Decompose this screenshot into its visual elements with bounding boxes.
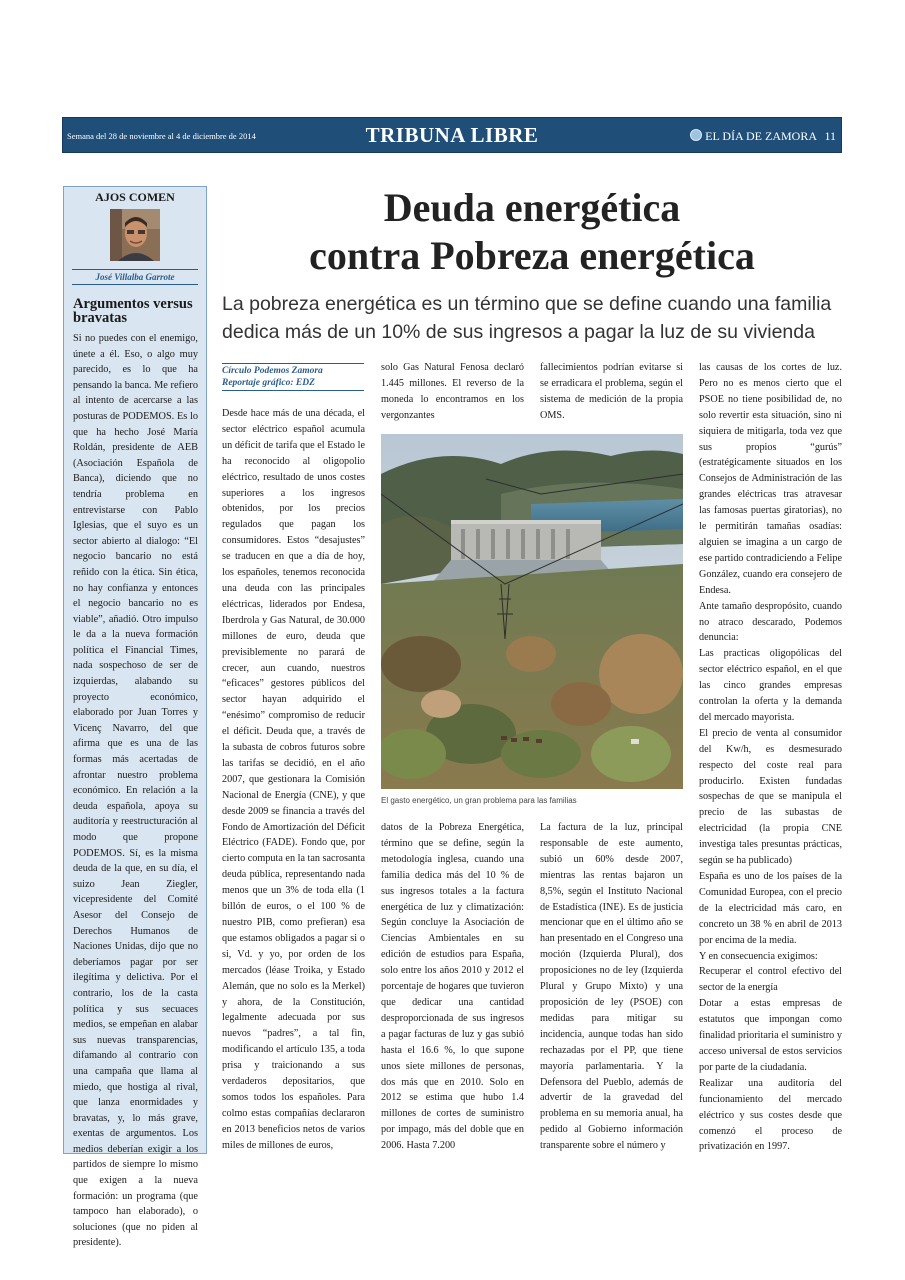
photo-caption: El gasto energético, un gran problema para las familias	[381, 796, 577, 805]
col4-paragraph: Recuperar el control efectivo del sector de la energía	[699, 966, 842, 994]
author-photo	[110, 209, 160, 261]
column-body: Si no puedes con el enemigo, únete a él. Eso, o algo muy parecido, es lo que ha pensando la banca. Me refiero al intento de acercarse a las posturas de PODEMOS. Es lo que ha hecho José María Roldán, presidente de AEB (Asociación Española de Banca), diciendo que no tendría problema en entrevistarse con Pablo Iglesias, que el suyo es un sector abierto al dialogo: “El negocio bancario no está reñido con la ética. Sin ética, no hay confianza y entonces el negocio bancario no es viable”, añadió. Otro impulso le da a la nueva formación política el Financial Times, nada sospechoso de ser de izquierdas, alabando su proyecto económico, elaborado por Juan Torres y Vicenç Navarro, del que afirma que es una de las formas más acertadas de afrontar nuestro problema económico. En relación a la deuda española, apoya su auditoría y reestructuración al modo que propone PODEMOS. Sí, es la misma deuda de la que, en su día, el suizo Jean Ziegler, vicepresidente del Comité Asesor del Consejo de Derechos Humanos de Naciones Unidas, dijo que no deberíamos pagar por ser ilegítima y delictiva. Por el contrario, los de la casta política y sus secuaces medios, se empeñan en alabar sus nuevas transparencias, difamando al contrario con una campaña que llama al miedo, que hostiga al rival, que lanza enormidades y bravatas, y, lo más grave, exentas de argumentos. Los medios deberían exigir a los partidos de siempre lo mismo que exigen a la nueva formación: un programa (que tampoco han elaborado), o soluciones (que no piden al presidente).	[73, 333, 198, 1249]
article-column-2-top: solo Gas Natural Fenosa declaró 1.445 millones. El reverso de la moneda lo encontramos en los vergonzantes	[381, 362, 524, 421]
logo-dot-icon	[690, 129, 702, 141]
headline-line-1: Deuda energética	[383, 185, 681, 230]
author-name: José Villalba Garrote	[72, 269, 198, 285]
article-byline	[222, 363, 364, 391]
column-kicker: AJOS COMEN	[95, 190, 175, 204]
col4-paragraph: Ante tamaño despropósito, cuando no atraco descarado, Podemos denuncia:	[699, 600, 842, 644]
col4-paragraph: El precio de venta al consumidor del Kw/h, es desmesurado respecto del coste real para producirlo. Existen fundadas sospechas de que se manipula el precio de las subastas de electricidad (la propia CNE investiga tales presuntas prácticas, según se ha publicado)	[699, 727, 842, 867]
col4-paragraph: las causas de los cortes de luz. Pero no es menos cierto que el PSOE no tiene posibilidad de, no solo revertir esta situación, sino ni siquiera de mitigarla, toda vez que sus propios “gurús” (estratégicamente situados en los Consejos de Administración de las grandes eléctricas tras atravesar las famosas puertas giratorias), no le permitirán tamañas osadías: alguien se imagina a un cargo de ese partido contradiciendo a Felipe González, cuando era consejero de Endesa.	[699, 362, 842, 596]
section-title: TRIBUNA LIBRE	[365, 123, 539, 147]
col4-paragraph: España es uno de los países de la Comunidad Europea, con el precio de la electricidad más caro, en concreto un 38 % en abril de 2013 por encima de la media.	[699, 871, 842, 946]
opinion-sidebar	[63, 186, 207, 1249]
publication-name	[690, 129, 817, 144]
byline-author: Círculo Podemos Zamora	[222, 366, 323, 376]
article-column-1: Desde hace más de una década, el sector eléctrico español acumula un déficit de tarifa que el Estado le ha reconocido al oligopolio eléctrico, resultado de unos costes superiores a los ingresos obtenidos, por los precios regulados que pagan los consumidores. Estos “desajustes” se traducen en que a día de hoy, los españoles, tenemos reconocida una deuda con las principales eléctricas, liderados por Endesa, Iberdrola y Gas Natural, de 30.000 millones de euro, deuda que previsiblemente no parará de crecer, aun cuando, nuestros “eficaces” gestores públicos del sector hayan adquirido el “enésimo” compromiso de reducir el déficit. Deuda que, a través de la subasta de cobros futuros sobre las tarifas se decidió, en el año 2007, que gestionara la Comisión Nacional de Energía (CNE), y que desde 2009 se financia a través del Fondo de Amortización del Déficit Eléctrico (FADE). Fondo que, por cierto computa en la tan sacrosanta deuda pública, representando nada menos que un 3% de toda ella (1 billón de euros, o el 100 % de nuestro PIB, como prefieran) esa que estamos obligados a pagar si o si, Vd. y yo, por orden de los mercados (léase Troika, y Estado Alemán, que no solo es la Merkel) y ahora, de la Constitución, legalmente adecuada por sus nuevos “padres”, a tal fin, modificando el artículo 135, a toda prisa y traicionando a sus verdaderos depositarios, que somos todos los españoles. Para colmo estas compañías declararon en 2013 beneficios netos de varios miles de millones de euros,	[222, 408, 365, 1151]
article-headline	[222, 184, 842, 280]
article-column-4	[699, 360, 842, 1155]
page-header-bar	[62, 117, 842, 153]
col4-paragraph: Y en consecuencia exigimos:	[699, 950, 818, 962]
dam-landscape-photo	[381, 434, 683, 789]
article-column-2-bottom: datos de la Pobreza Energética, término que se define, según la metodología inglesa, cuando una familia dedica más del 10 % de sus ingresos totales a la factura energética de luz y climatización: Según concluye la Asociación de Ciencias Ambientales en su edición de estudios para España, solo entre los años 2010 y 2012 el porcentaje de hogares que tuvieron que dedicar una cantidad desproporcionada de sus ingresos a pagar facturas de luz y gas subió hasta el 16.6 %, lo que supone unos siete millones de personas, dos más que en 2010. Solo en 2012 se estima que hubo 1.4 millones de cortes de suministro por impago, más del doble que en 2006. Hasta 7.200	[381, 822, 524, 1152]
page-number: 11	[824, 129, 836, 143]
column-title: Argumentos versus bravatas	[73, 296, 193, 326]
publication-label: EL DÍA DE ZAMORA	[705, 129, 817, 143]
col4-paragraph: Dotar a estas empresas de estatutos que impongan como finalidad prioritaria el suministro y acceso universal de estos servicios por parte de la ciudadanía.	[699, 998, 842, 1073]
article-column-3-bottom: La factura de la luz, principal responsable de este aumento, subió un 60% desde 2007, mientras las rentas bajaron un 8,5%, según el Instituto Nacional de Estadística (INE). Es de justicia mencionar que en el último año se han presentado en el Congreso una moción (Izquierda Plural), dos proposiciones no de ley (Izquierda Plural y Grupo Mixto) y una proposición de ley (PSOE) con medidas para mitigar su incidencia, aunque todas han sido rechazadas por el PP, que tiene mayoría parlamentaria. Y la Defensora del Pueblo, además de advertir de la gravedad del problema en su memoria anual, ha pedido al Gobierno información transparente sobre el número y	[540, 822, 683, 1152]
col4-paragraph: Realizar una auditoría del funcionamiento del mercado eléctrico y sus costes desde que comenzó el proceso de privatización en 1997.	[699, 1077, 842, 1153]
col4-paragraph: Las practicas oligopólicas del sector eléctrico español, en el que las cinco grandes empresas controlan la oferta y la demanda del mercado mayorista.	[699, 648, 842, 723]
article-subhead: La pobreza energética es un término que se define cuando una familia dedica más de un 10% de sus ingresos a pagar la luz de su vivienda	[222, 293, 832, 343]
headline-line-2: contra Pobreza energética	[309, 233, 755, 278]
article-column-3-top: fallecimientos podrían evitarse si se erradicara el problema, según el sistema de medición de la propia OMS.	[540, 362, 683, 421]
issue-date: Semana del 28 de noviembre al 4 de diciembre de 2014	[67, 131, 256, 141]
byline-photo-credit: Reportaje gráfico: EDZ	[222, 378, 315, 388]
